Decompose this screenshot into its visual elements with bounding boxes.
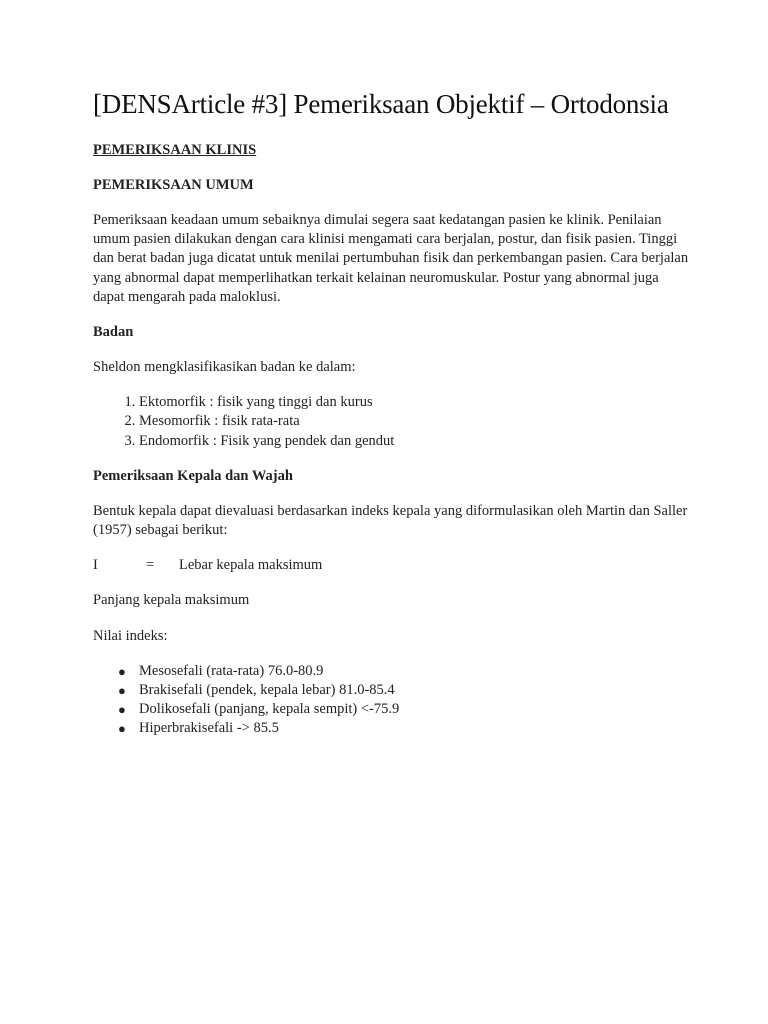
heading-pemeriksaan-klinis: PEMERIKSAAN KLINIS xyxy=(93,142,257,158)
formula-equals: = xyxy=(146,557,155,574)
bullet-icon: ● xyxy=(118,683,126,699)
paragraph-pemeriksaan-umum: Pemeriksaan keadaan umum sebaiknya dimulai segera saat kedatangan pasien ke klinik. Penilaian umum pasien dilakukan dengan cara klinisi mengamati cara berjalan, postur, dan fisik pasien. Tinggi dan berat badan juga dicatat untuk menilai pertumbuhan fisik dan perkembangan pasien. Cara berjalan yang abnormal dapat memperlihatkan terkait kelainan neuromuskular. Postur yang abnormal juga dapat mengarah pada maloklusi. xyxy=(93,212,689,305)
list-item: 2. Mesomorfik : fisik rata-rata xyxy=(139,412,693,431)
label-nilai-indeks: Nilai indeks: xyxy=(93,627,168,644)
paragraph-badan-intro: Sheldon mengklasifikasikan badan ke dalam: xyxy=(93,359,356,376)
list-nilai-indeks xyxy=(93,662,693,739)
list-item: ● Hiperbrakisefali -> 85.5 xyxy=(118,719,693,738)
bullet-icon: ● xyxy=(118,663,126,679)
document-page xyxy=(93,88,693,755)
heading-kepala-wajah: Pemeriksaan Kepala dan Wajah xyxy=(93,467,293,484)
list-item: 3. Endomorfik : Fisik yang pendek dan gendut xyxy=(139,432,693,451)
formula-denominator: Panjang kepala maksimum xyxy=(93,592,250,609)
formula-symbol: I xyxy=(93,557,98,574)
paragraph-kepala-wajah: Bentuk kepala dapat dievaluasi berdasarkan indeks kepala yang diformulasikan oleh Martin dan Saller (1957) sebagai berikut: xyxy=(93,502,688,539)
heading-badan: Badan xyxy=(93,324,134,341)
formula-numerator: Lebar kepala maksimum xyxy=(179,557,323,574)
bullet-icon: ● xyxy=(118,721,126,737)
article-title: [DENSArticle #3] Pemeriksaan Objektif – Ortodonsia xyxy=(93,89,669,119)
list-item: 1. Ektomorfik : fisik yang tinggi dan kurus xyxy=(139,393,693,412)
list-item: ● Mesosefali (rata-rata) 76.0-80.9 xyxy=(118,662,693,681)
heading-pemeriksaan-umum: PEMERIKSAAN UMUM xyxy=(93,177,254,193)
formula-indeks-kepala xyxy=(93,556,693,575)
bullet-icon: ● xyxy=(118,702,126,718)
list-klasifikasi-badan xyxy=(93,393,693,451)
list-item: ● Dolikosefali (panjang, kepala sempit) <-75.9 xyxy=(118,700,693,719)
list-item: ● Brakisefali (pendek, kepala lebar) 81.0-85.4 xyxy=(118,681,693,700)
